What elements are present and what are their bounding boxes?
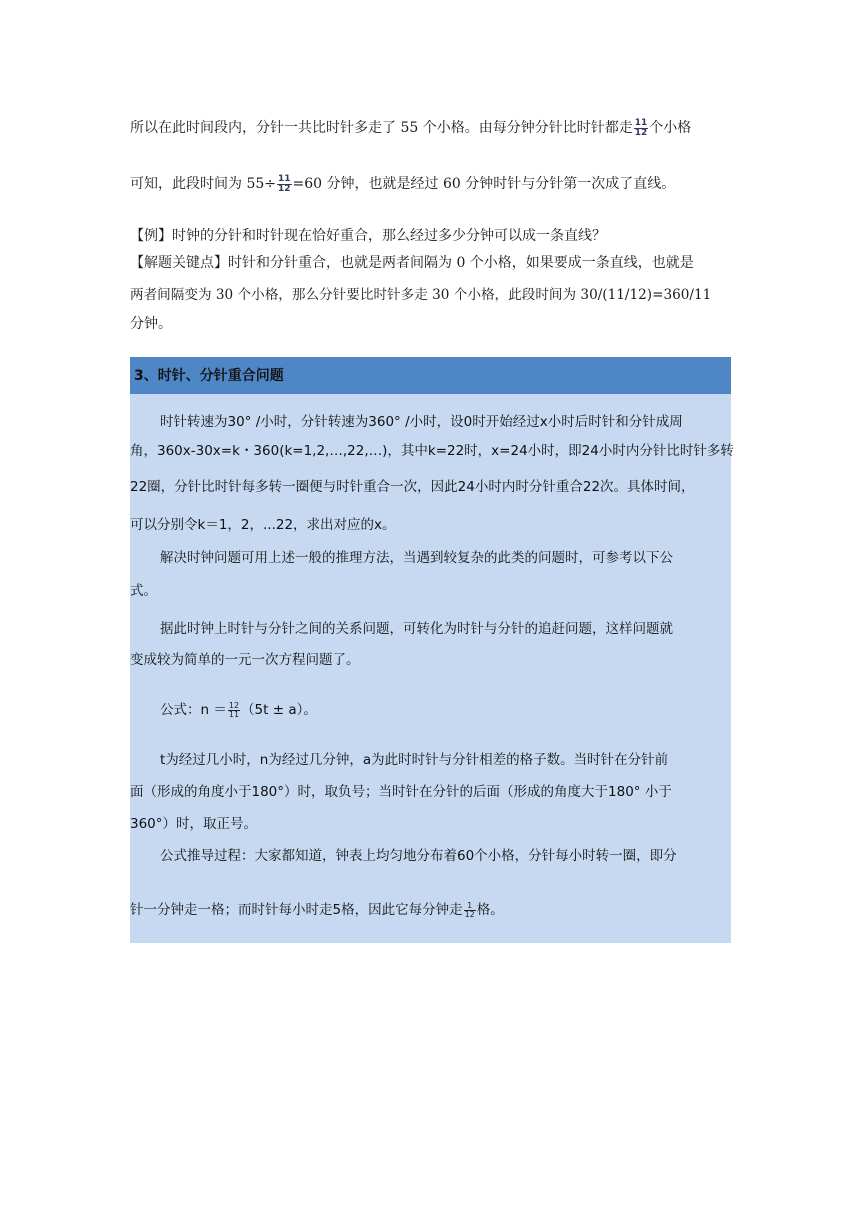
section-line: 解决时钟问题可用上述一般的推理方法，当遇到较复杂的此类的问题时，可参考以下公 bbox=[160, 550, 673, 566]
fraction-numerator: 11 bbox=[278, 173, 291, 184]
text-span: 针一分钟走一格；而时针每小时走5格，因此它每分钟走 bbox=[130, 902, 463, 918]
section-line: 时针转速为30° /小时，分针转速为360° /小时，设0时开始经过x小时后时针和分针成周 bbox=[160, 414, 683, 430]
section-line: 面（形成的角度小于180°）时，取负号；当时针在分针的后面（形成的角度大于180° 小于 bbox=[130, 784, 672, 800]
section-line: 公式推导过程：大家都知道，钟表上均匀地分布着60个小格，分针每小时转一圈，即分 bbox=[160, 848, 677, 864]
fraction bbox=[464, 902, 476, 919]
section-title: 3、时针、分针重合问题 bbox=[134, 368, 284, 384]
section-line: t为经过几小时，n为经过几分钟，a为此时时针与分针相差的格子数。当时针在分针前 bbox=[160, 752, 669, 768]
fraction bbox=[277, 175, 292, 194]
section-line: 据此时钟上时针与分针之间的关系问题，可转化为时针与分针的追赶问题，这样问题就 bbox=[160, 621, 673, 637]
text-span: 所以在此时间段内，分针一共比时针多走了 55 个小格。由每分钟分针比时针都走 bbox=[130, 120, 633, 136]
section-line bbox=[130, 900, 731, 920]
section-body bbox=[130, 394, 734, 943]
fraction-numerator: 1 bbox=[464, 902, 476, 911]
fraction-numerator: 12 bbox=[228, 700, 240, 710]
text-span: 个小格 bbox=[649, 120, 692, 136]
fraction-numerator: 11 bbox=[634, 117, 648, 128]
section-line: 22圈，分针比时针每多转一圈便与时针重合一次，因此24小时内时分针重合22次。具体时间， bbox=[130, 479, 695, 495]
text-span: =60 分钟，也就是经过 60 分钟时针与分针第一次成了直线。 bbox=[292, 176, 676, 192]
section-line: 式。 bbox=[130, 583, 157, 599]
formula-line bbox=[160, 700, 761, 720]
key-point-line: 两者间隔变为 30 个小格，那么分针要比时针多走 30 个小格，此段时间为 30/(11/12)=360/11 bbox=[130, 287, 712, 303]
example-text: 【例】时钟的分针和时针现在恰好重合，那么经过多少分钟可以成一条直线？ bbox=[130, 228, 606, 244]
text-span: 可知，此段时间为 55÷ bbox=[130, 176, 276, 192]
section-line: 角，360x-30x=k・360(k=1,2,…,22,…)，其中k=22时，x=24小时，即24小时内分针比时针多转 bbox=[130, 443, 734, 459]
key-point-line: 分钟。 bbox=[130, 316, 172, 332]
fraction-denominator: 12 bbox=[634, 127, 648, 138]
section-header bbox=[130, 357, 731, 394]
section-line: 变成较为简单的一元一次方程问题了。 bbox=[130, 652, 360, 668]
fraction bbox=[634, 119, 649, 138]
formula-text: 公式：n ＝ bbox=[160, 702, 227, 718]
text-line bbox=[130, 174, 732, 194]
key-point-line: 【解题关键点】时针和分针重合，也就是两者间隔为 0 个小格，如果要成一条直线，也就是 bbox=[130, 255, 694, 271]
section-line: 360°）时，取正号。 bbox=[130, 816, 258, 832]
fraction bbox=[228, 702, 240, 719]
text-line bbox=[130, 118, 732, 138]
fraction-denominator: 12 bbox=[464, 909, 475, 919]
fraction-denominator: 11 bbox=[228, 709, 240, 719]
formula-text: （5t ± a）。 bbox=[241, 702, 317, 718]
section-line: 可以分别令k＝1，2，...22，求出对应的x。 bbox=[130, 517, 396, 533]
text-span: 格。 bbox=[476, 902, 504, 918]
fraction-denominator: 12 bbox=[278, 183, 291, 194]
